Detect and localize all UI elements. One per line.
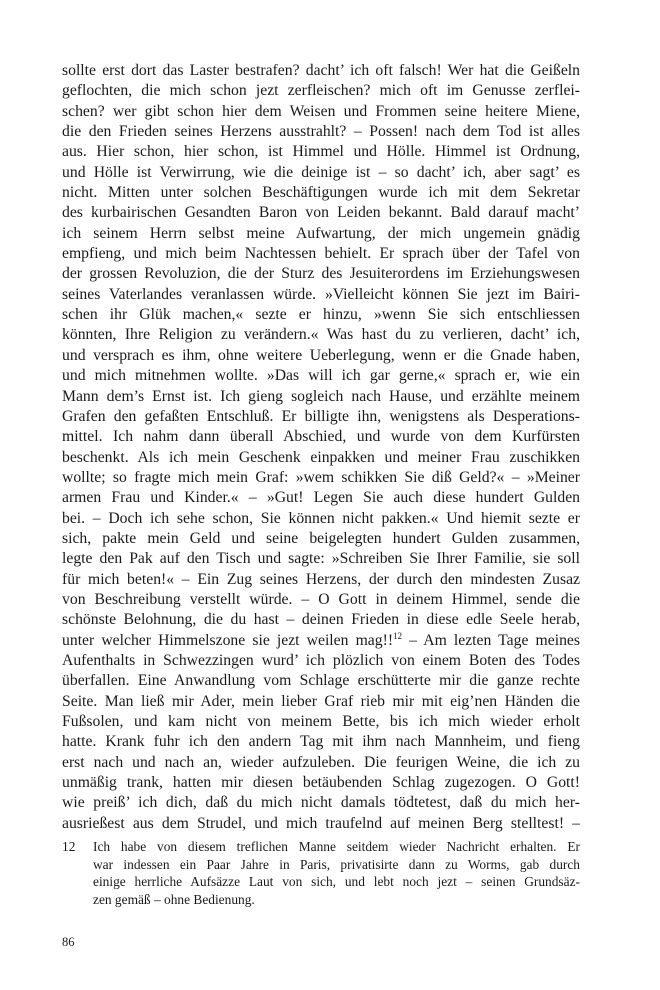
- text-line: aus. Hier schon, hier schon, ist Himmel und Hölle. Himmel ist Ordnung,: [62, 143, 580, 161]
- main-text: [62, 61, 580, 834]
- text-segment: – Am lezten Tage meines: [402, 631, 580, 649]
- text-line: wie preiß’ ich dich, daß du mich nicht damals tödtetest, daß du mich her-: [62, 794, 580, 812]
- text-line: nicht. Mitten unter solchen Beschäftigungen wurde ich mit dem Sekretar: [62, 184, 580, 202]
- footnote-reference: 12: [393, 630, 403, 641]
- text-line: die den Frieden seines Herzens ausstrahlt? – Possen! nach dem Tod ist alles: [62, 123, 580, 141]
- text-line: Grafen den gefaßten Entschluß. Er billigte ihn, wenigstens als Desperations-: [62, 407, 580, 425]
- text-line: Fußsolen, und kam nicht von meinem Bette, bis ich mich wieder erholt: [62, 713, 580, 730]
- text-line: erst nach und nach an, wieder aufzuleben. Die feurigen Weine, die ich zu: [62, 753, 580, 771]
- text-line: mittel. Ich nahm dann überall Abschied, und wurde von dem Kurfürsten: [62, 428, 580, 446]
- text-line: Aufenthalts in Schwezzingen wurd’ ich plözlich von einem Boten des Todes: [62, 651, 580, 669]
- text-line: überfallen. Eine Anwandlung vom Schlage erschütterte mir die ganze rechte: [62, 672, 580, 690]
- text-line: Seite. Man ließ mir Ader, mein lieber Graf rieb mir mit eig’nen Händen die: [62, 692, 580, 710]
- text-line: bei. – Doch ich sehe schon, Sie können nicht pakken.« Und hiemit sezte er: [62, 509, 580, 527]
- text-line: beschenkt. Als ich mein Geschenk einpakken und meiner Frau zuschikken: [62, 448, 580, 466]
- text-line: der grossen Revoluzion, die der Sturz des Jesuiterordens im Erziehungswesen: [62, 265, 580, 283]
- footnote-line: war indessen ein Paar Jahre in Paris, privatisirte dann zu Worms, gab durch: [93, 856, 580, 872]
- text-line: schen? wer gibt schon hier dem Weisen und Frommen seine heitere Miene,: [62, 102, 580, 120]
- text-line: armen Frau und Kinder.« – »Gut! Legen Sie auch diese hundert Gulden: [62, 489, 580, 507]
- text-line-with-footnote-ref: [62, 631, 580, 651]
- text-line: und mich mitnehmen wollte. »Das will ich gar gerne,« sprach er, wie ein: [62, 367, 580, 385]
- text-line: seines Vaterlandes veranlassen würde. »Vielleicht können Sie jezt im Bairi-: [62, 285, 580, 303]
- footnote-text: [93, 838, 580, 908]
- text-line: ausrießest aus dem Strudel, und mich traufelnd auf meinen Berg stelltest! –: [62, 814, 580, 832]
- text-line: und versprach es ihm, ohne weitere Ueberlegung, wenn er die Gnade haben,: [62, 346, 580, 364]
- text-line: des kurbairischen Gesandten Baron von Leiden bekannt. Bald darauf macht’: [62, 204, 580, 222]
- text-line: legte den Pak auf den Tisch und sagte: »Schreiben Sie Ihrer Familie, sie soll: [62, 550, 580, 568]
- text-line: geflochten, die mich schon jezt zerfleischen? mich oft im Genusse zerflei-: [62, 82, 580, 100]
- text-line: schen ihr Glük machen,« sezte er hinzu, »wenn Sie sich entschliessen: [62, 306, 580, 324]
- text-line: und Hölle ist Verwirrung, wie die deinige ist – so dacht’ ich, aber sagt’ es: [62, 163, 580, 181]
- text-line: empfieng, und mich beim Nachtessen behielt. Er sprach über der Tafel von: [62, 245, 580, 263]
- text-line: sich, pakte mein Geld und seine beigelegten hundert Gulden zusammen,: [62, 529, 580, 547]
- text-line: ich seinem Herrn selbst meine Aufwartung, der mich ungemein gnädig: [62, 224, 580, 242]
- text-line: sollte erst dort das Laster bestrafen? dacht’ ich oft falsch! Wer hat die Geißeln: [62, 62, 580, 79]
- text-line: schönste Belohnung, die du hast – deinen Frieden in diese edle Seele herab,: [62, 611, 580, 629]
- footnote-line: einige herrliche Aufsäzze Laut von sich, und lebt noch jezt – seinen Grundsäz-: [93, 874, 580, 890]
- page-number: 86: [62, 935, 75, 949]
- text-line: wollte; so fragte mich mein Graf: »wem schikken Sie diß Geld?« – »Meiner: [62, 468, 580, 486]
- text-line: hatte. Krank fuhr ich den andern Tag mit ihm nach Mannheim, und fieng: [62, 733, 580, 751]
- text-line: Mann dem’s Ernst ist. Ich gieng sogleich nach Hause, und erzählte meinem: [62, 387, 580, 405]
- text-line: von Beschreibung verstellt würde. – O Gott in deinem Himmel, sende die: [62, 590, 580, 608]
- footnote-line: Ich habe von diesem treflichen Manne seitdem wieder Nachricht erhalten. Er: [93, 839, 580, 854]
- text-line: könnten, Ihre Religion zu verändern.« Was hast du zu verlieren, dacht’ ich,: [62, 326, 580, 344]
- text-segment: unter welcher Himmelszone sie jezt weilen mag!!: [62, 631, 394, 649]
- text-line: für mich beten!« – Ein Zug seines Herzens, der durch den mindesten Zusaz: [62, 570, 580, 588]
- text-line: unmäßig trank, hatten mir diesen betäubenden Schlag zugezogen. O Gott!: [62, 774, 580, 792]
- footnote-number: 12: [62, 839, 76, 854]
- footnote-line: zen gemäß – ohne Bedienung.: [93, 891, 255, 907]
